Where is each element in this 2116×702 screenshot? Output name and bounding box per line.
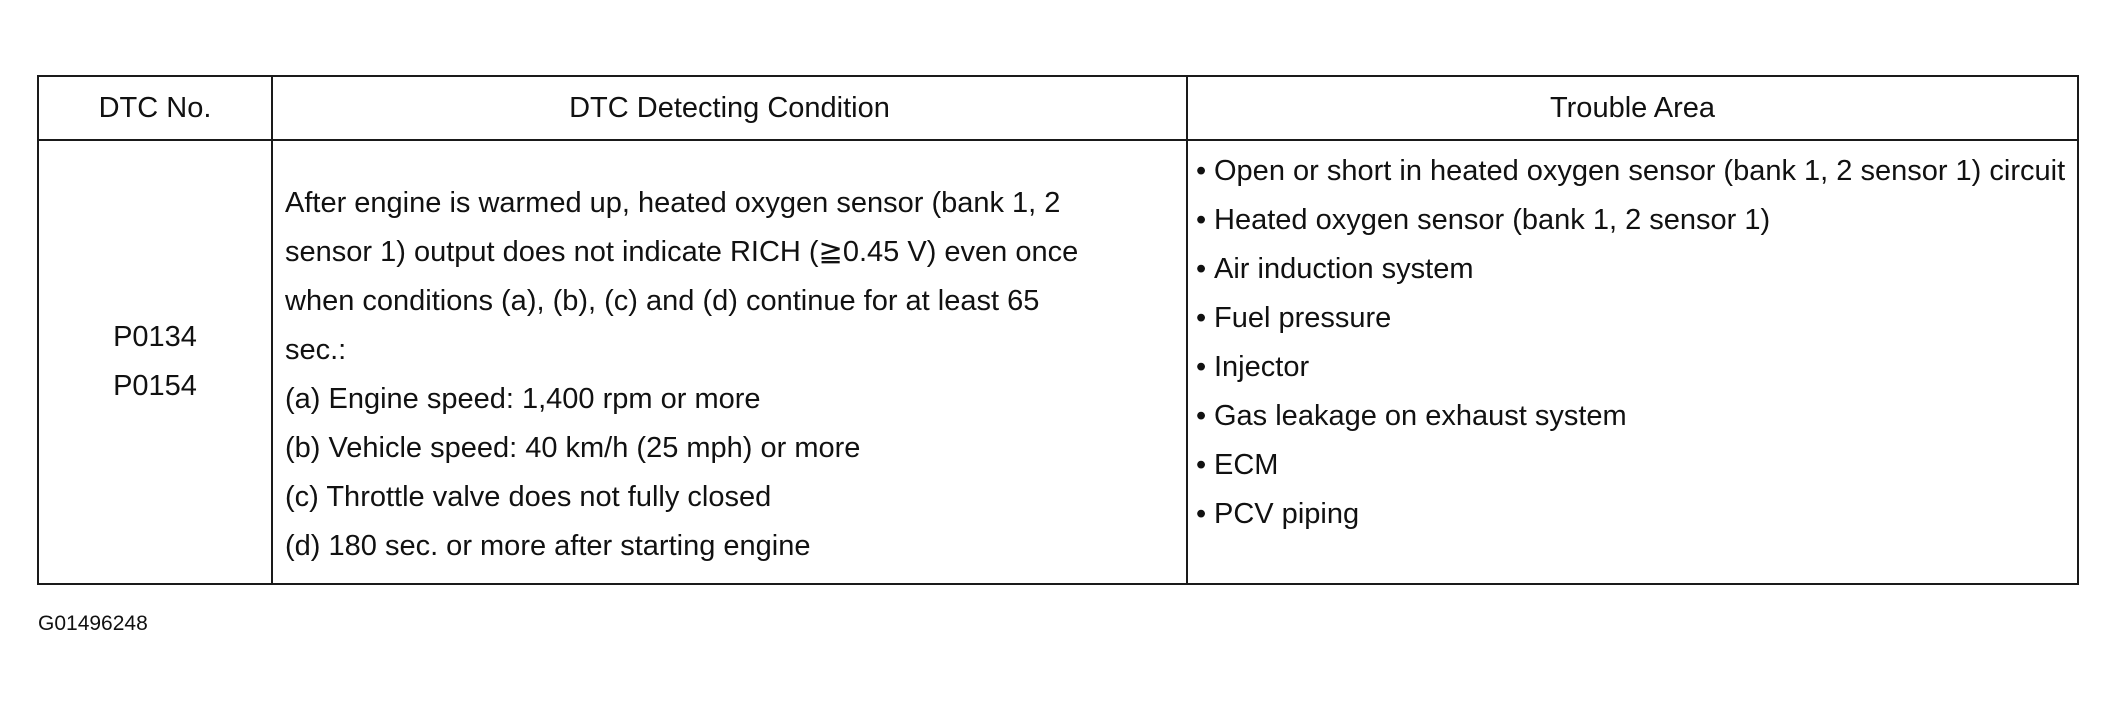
condition-line: sec.: (285, 334, 347, 366)
condition-line: After engine is warmed up, heated oxygen sensor (bank 1, 2 (285, 187, 1061, 219)
trouble-area-item: • Open or short in heated oxygen sensor (bank 1, 2 sensor 1) circuit (1196, 147, 2069, 196)
trouble-area-item: • PCV piping (1196, 490, 2069, 539)
dtc-table (37, 75, 2079, 585)
dtc-code-cell (38, 140, 272, 584)
trouble-area-item: • Heated oxygen sensor (bank 1, 2 sensor 1) (1196, 196, 2069, 245)
trouble-area-list (1196, 147, 2069, 539)
header-dtc-no: DTC No. (38, 76, 272, 140)
trouble-area-item: • Fuel pressure (1196, 294, 2069, 343)
dtc-code: P0134 (113, 321, 197, 353)
dtc-code: P0154 (113, 370, 197, 402)
condition-line: (c) Throttle valve does not fully closed (285, 481, 772, 513)
condition-line: sensor 1) output does not indicate RICH (≧0.45 V) even once (285, 236, 1079, 268)
condition-line: when conditions (a), (b), (c) and (d) continue for at least 65 (285, 285, 1040, 317)
trouble-area-item: • Air induction system (1196, 245, 2069, 294)
header-trouble-area: Trouble Area (1187, 76, 2078, 140)
detecting-condition-cell (272, 140, 1187, 584)
table-row (38, 140, 2078, 584)
header-detecting-condition: DTC Detecting Condition (272, 76, 1187, 140)
header-row (38, 76, 2078, 140)
condition-line: (a) Engine speed: 1,400 rpm or more (285, 383, 761, 415)
trouble-area-item: • Injector (1196, 343, 2069, 392)
trouble-area-item: • Gas leakage on exhaust system (1196, 392, 2069, 441)
trouble-area-cell (1187, 140, 2078, 584)
condition-line: (b) Vehicle speed: 40 km/h (25 mph) or more (285, 432, 861, 464)
figure-id: G01496248 (38, 612, 148, 635)
condition-line: (d) 180 sec. or more after starting engine (285, 530, 811, 562)
trouble-area-item: • ECM (1196, 441, 2069, 490)
